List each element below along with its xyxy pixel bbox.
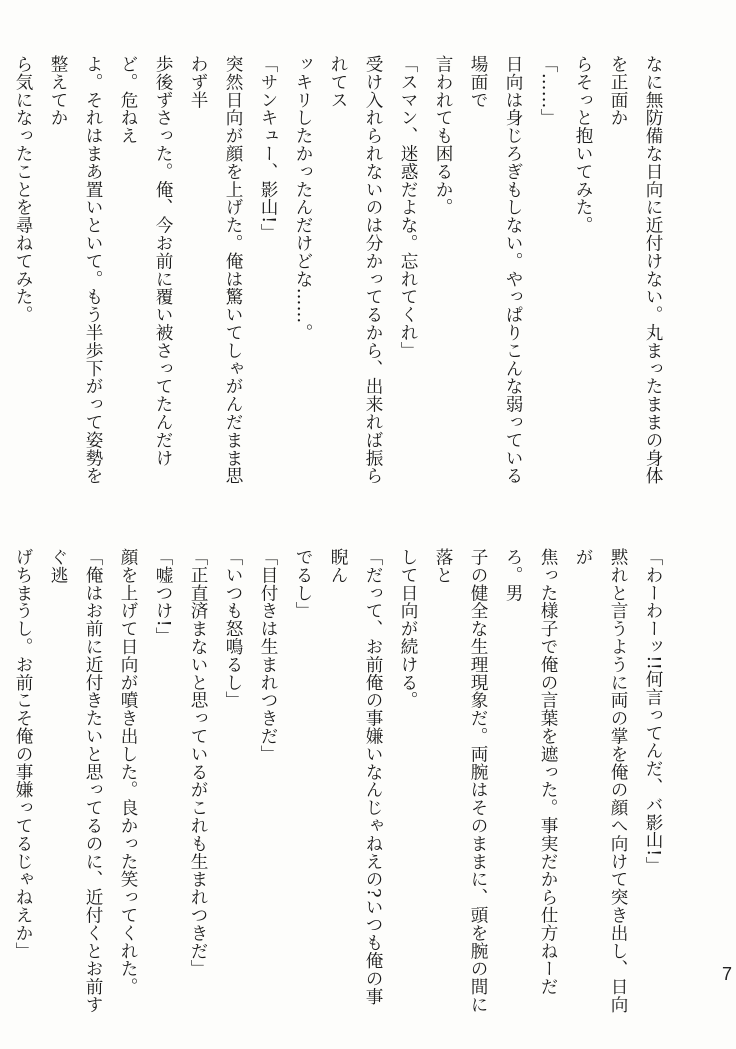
text-line: 「嘘つけ!」 xyxy=(153,548,173,645)
text-line: なに無防備な日向に近付けない。丸まったままの身体を正面か xyxy=(608,55,663,485)
lower-text-block xyxy=(13,548,670,1018)
text-line: 日向は身じろぎもしない。やっぱりこんな弱っている場面で xyxy=(468,55,523,485)
text-line: 「俺はお前に近付きたいと思ってるのに、近付くとお前すぐ逃 xyxy=(48,548,103,1014)
text-line: よ。それはまあ置いといて。もう半歩下がって姿勢を整えてか xyxy=(48,55,103,485)
text-line: 顔を上げて日向が噴き出した。良かった笑ってくれた。 xyxy=(118,548,138,996)
text-line: 「正直済まないと思っているがこれも生まれつきだ」 xyxy=(188,548,208,978)
text-line: でるし」 xyxy=(293,548,313,620)
text-line: して日向が続ける。 xyxy=(398,548,418,710)
text-line: 「スマン、迷惑だよな。忘れてくれ」 xyxy=(398,55,418,360)
text-line: げちまうし。お前こそ俺の事嫌ってるじゃねえか」 xyxy=(13,548,33,960)
text-line: 「サンキュー、影山!」 xyxy=(258,55,278,242)
text-line: 「目付きは生まれつきだ」 xyxy=(258,548,278,763)
text-line: ら気になったことを尋ねてみた。 xyxy=(13,55,33,324)
text-line: 焦った様子で俺の言葉を遮った。事実だから仕方ねーだろ。男 xyxy=(503,548,558,996)
text-line: 子の健全な生理現象だ。両腕はそのままに、頭を腕の間に落と xyxy=(433,548,488,1014)
text-line: 受け入れられないのは分かってるから、出来れば振られてス xyxy=(328,55,383,485)
page-number: 7 xyxy=(722,964,733,984)
text-line: 歩後ずさった。俺、今お前に覆い被さってたんだけど。危ねえ xyxy=(118,55,173,467)
text-line: 「だって、お前俺の事嫌いなんじゃねえの?いつも俺の事睨ん xyxy=(328,548,383,1006)
text-line: 突然日向が顔を上げた。俺は驚いてしゃがんだまま思わず半 xyxy=(188,55,243,485)
text-line: 「……」 xyxy=(538,55,558,127)
text-line: 「いつも怒鳴るし」 xyxy=(223,548,243,710)
text-line: らそっと抱いてみた。 xyxy=(573,55,593,234)
text-line: 黙れと言うように両の掌を俺の顔へ向けて突き出し、日向が xyxy=(573,548,628,1014)
text-line: ッキリしたかったんだけどな……。 xyxy=(293,55,313,342)
text-line xyxy=(0,548,5,1018)
text-line: 「わーわーッ!!何言ってんだ、バ影山!」 xyxy=(643,548,663,875)
upper-text-block xyxy=(13,55,670,495)
text-line xyxy=(0,55,5,495)
text-line: 言われても困るか。 xyxy=(433,55,453,217)
